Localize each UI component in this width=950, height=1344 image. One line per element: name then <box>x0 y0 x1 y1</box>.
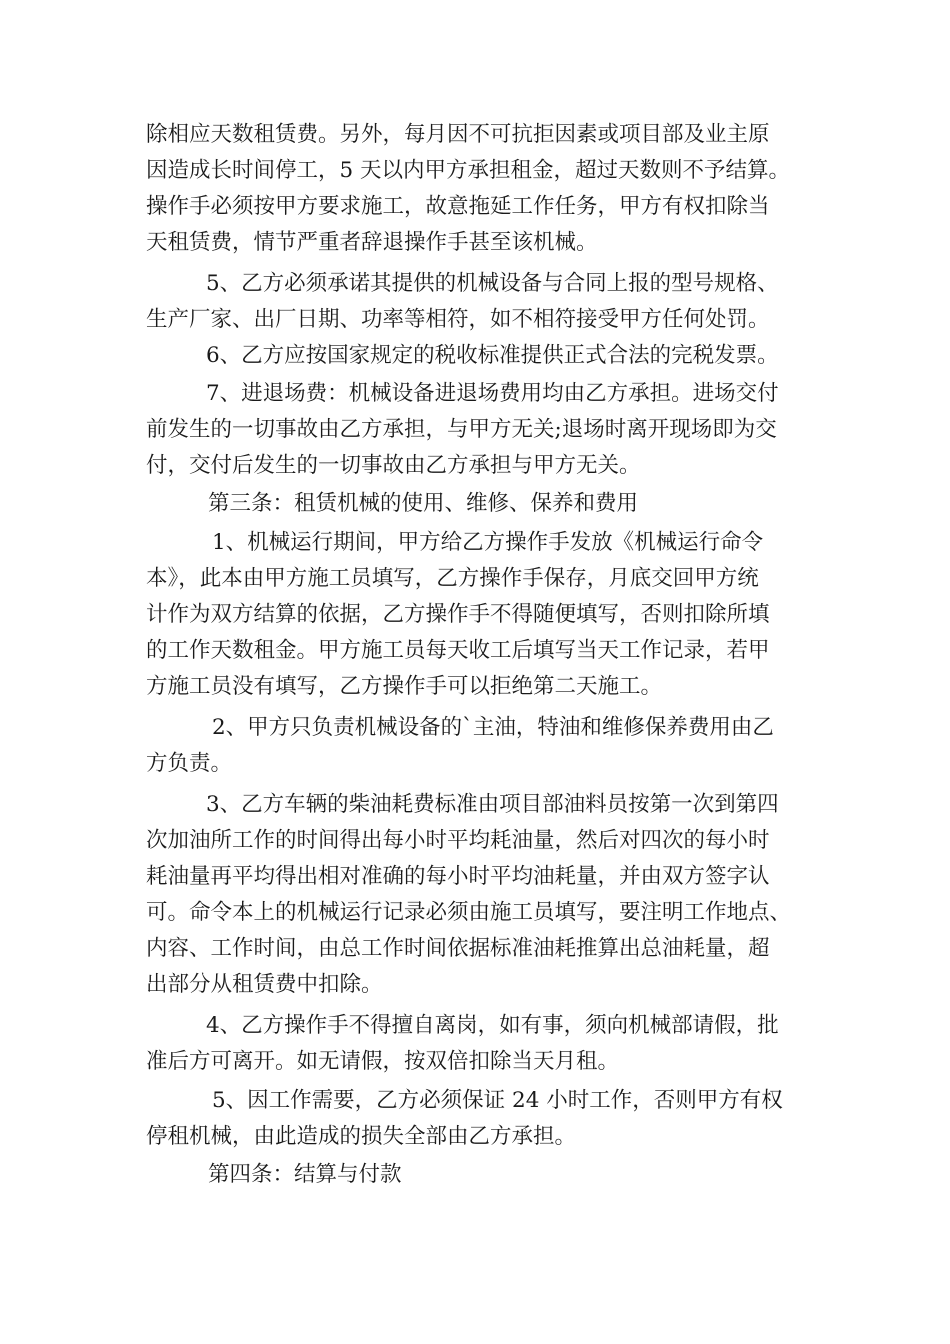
article-3-clause-2: 2、甲方只负责机械设备的`主油，特油和维修保养费用由乙 <box>212 715 774 740</box>
text-line: 付，交付后发生的一切事故由乙方承担与甲方无关。 <box>146 453 641 478</box>
text-line: 耗油量再平均得出相对准确的每小时平均油耗量，并由双方签字认 <box>146 864 770 889</box>
text-line: 本》，此本由甲方施工员填写，乙方操作手保存，月底交回甲方统 <box>146 566 759 591</box>
text-line: 停租机械，由此造成的损失全部由乙方承担。 <box>146 1124 577 1149</box>
text-line: 的工作天数租金。甲方施工员每天收工后填写当天工作记录，若甲 <box>146 638 770 663</box>
text-line: 出部分从租赁费中扣除。 <box>146 972 383 997</box>
text-line: 次加油所工作的时间得出每小时平均耗油量，然后对四次的每小时 <box>146 828 770 853</box>
text-line: 计作为双方结算的依据，乙方操作手不得随便填写，否则扣除所填 <box>146 602 770 627</box>
text-line: 因造成长时间停工，5 天以内甲方承担租金，超过天数则不予结算。 <box>146 158 791 183</box>
article-4-heading: 第四条：结算与付款 <box>208 1162 402 1187</box>
text-line: 方施工员没有填写，乙方操作手可以拒绝第二天施工。 <box>146 674 663 699</box>
text-line: 可。命令本上的机械运行记录必须由施工员填写，要注明工作地点、 <box>146 900 792 925</box>
text-line: 准后方可离开。如无请假，按双倍扣除当天月租。 <box>146 1049 620 1074</box>
clause-6: 6、乙方应按国家规定的税收标准提供正式合法的完税发票。 <box>206 343 779 368</box>
article-3-clause-4: 4、乙方操作手不得擅自离岗，如有事，须向机械部请假，批 <box>206 1013 779 1038</box>
text-line: 方负责。 <box>146 751 233 776</box>
text-line: 内容、工作时间，由总工作时间依据标准油耗推算出总油耗量，超 <box>146 936 770 961</box>
article-3-clause-3: 3、乙方车辆的柴油耗费标准由项目部油料员按第一次到第四 <box>206 792 779 817</box>
text-line: 前发生的一切事故由乙方承担，与甲方无关;退场时离开现场即为交 <box>146 417 777 442</box>
text-line: 除相应天数租赁费。另外，每月因不可抗拒因素或项目部及业主原 <box>146 122 770 147</box>
article-3-heading: 第三条：租赁机械的使用、维修、保养和费用 <box>208 491 639 516</box>
clause-7: 7、进退场费：机械设备进退场费用均由乙方承担。进场交付 <box>206 381 779 406</box>
article-3-clause-5: 5、因工作需要，乙方必须保证 24 小时工作，否则甲方有权 <box>212 1088 783 1113</box>
clause-5: 5、乙方必须承诺其提供的机械设备与合同上报的型号规格、 <box>206 271 779 296</box>
text-line: 生产厂家、出厂日期、功率等相符，如不相符接受甲方任何处罚。 <box>146 307 770 332</box>
article-3-clause-1: 1、机械运行期间，甲方给乙方操作手发放《机械运行命令 <box>212 530 764 555</box>
text-line: 操作手必须按甲方要求施工，故意拖延工作任务，甲方有权扣除当 <box>146 194 770 219</box>
text-line: 天租赁费，情节严重者辞退操作手甚至该机械。 <box>146 230 598 255</box>
